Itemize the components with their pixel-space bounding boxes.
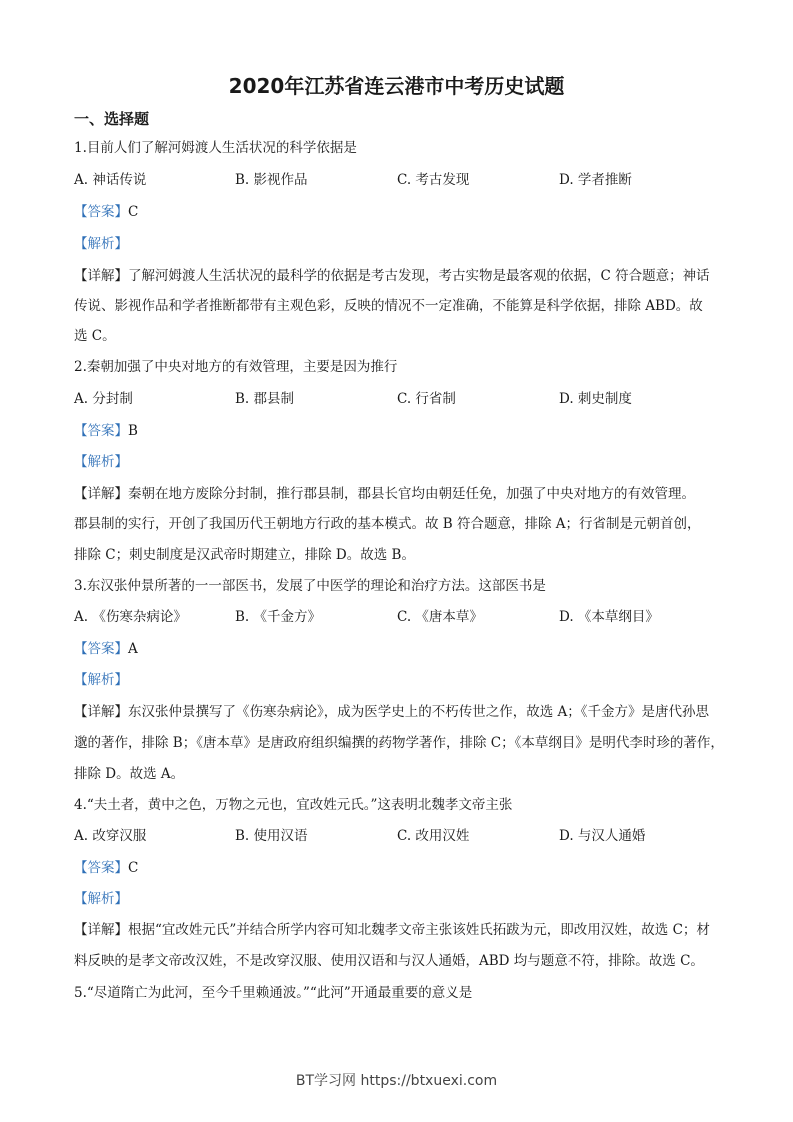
q3-answer-value: A <box>128 641 138 657</box>
q4-analysis-label: 【解析】 <box>74 891 128 907</box>
q2-option-c: C. 行省制 <box>397 391 456 407</box>
q2-detail-line-1 <box>74 484 695 504</box>
q2-answer-value: B <box>128 423 138 439</box>
q1-detail-line-1 <box>74 266 710 286</box>
q4-detail-line-2: 料反映的是孝文帝改汉姓，不是改穿汉服、使用汉语和与汉人通婚，ABD 均与题意不符，排除。故选 C。 <box>74 953 704 969</box>
answer-label: 【答案】 <box>74 860 128 876</box>
q2-detail-line-2: 郡县制的实行，开创了我国历代王朝地方行政的基本模式。故 B 符合题意，排除 A；行省制是元朝首创， <box>74 516 701 532</box>
q1-option-c: C. 考古发现 <box>397 172 470 188</box>
q2-detail-line-3: 排除 C；刺史制度是汉武帝时期建立，排除 D。故选 B。 <box>74 547 415 563</box>
question-3-stem: 3.东汉张仲景所著的一一部医书，发展了中医学的理论和治疗方法。这部医书是 <box>74 578 546 594</box>
q1-option-b: B. 影视作品 <box>235 172 308 188</box>
q3-option-b: B. 《千金方》 <box>235 609 322 625</box>
q2-answer <box>74 421 138 441</box>
q1-detail-line-3: 选 C。 <box>74 328 116 344</box>
q4-option-c: C. 改用汉姓 <box>397 828 470 844</box>
q2-option-b: B. 郡县制 <box>235 391 295 407</box>
q1-detail-text-1: 了解河姆渡人生活状况的最科学的依据是考古发现，考古实物是最客观的依据，C 符合题意；神话 <box>128 268 710 284</box>
q3-option-a: A. 《伤寒杂病论》 <box>74 609 187 625</box>
question-4-stem: 4.“夫土者，黄中之色，万物之元也，宜改姓元氏。”这表明北魏孝文帝主张 <box>74 797 513 813</box>
section-heading: 一、选择题 <box>74 110 150 128</box>
q1-answer <box>74 202 138 222</box>
q3-option-d: D. 《本草纲目》 <box>559 609 659 625</box>
q4-option-b: B. 使用汉语 <box>235 828 308 844</box>
q1-detail-line-2: 传说、影视作品和学者推断都带有主观色彩，反映的情况不一定准确，不能算是科学依据，排除 ABD。故 <box>74 298 703 314</box>
page-title: 2020年江苏省连云港市中考历史试题 <box>228 74 565 98</box>
q4-option-d: D. 与汉人通婚 <box>559 828 646 844</box>
question-2-stem: 2.秦朝加强了中央对地方的有效管理，主要是因为推行 <box>74 359 398 375</box>
answer-label: 【答案】 <box>74 641 128 657</box>
q1-answer-value: C <box>128 204 139 220</box>
q4-detail-line-1 <box>74 920 710 940</box>
detail-label: 【详解】 <box>74 922 128 938</box>
q2-option-a: A. 分封制 <box>74 391 133 407</box>
detail-label: 【详解】 <box>74 704 128 720</box>
answer-label: 【答案】 <box>74 204 128 220</box>
q2-analysis-label: 【解析】 <box>74 454 128 470</box>
q2-detail-text-1: 秦朝在地方废除分封制，推行郡县制，郡县长官均由朝廷任免，加强了中央对地方的有效管理。 <box>128 486 695 502</box>
q1-option-d: D. 学者推断 <box>559 172 632 188</box>
detail-label: 【详解】 <box>74 486 128 502</box>
q2-option-d: D. 刺史制度 <box>559 391 632 407</box>
q3-option-c: C. 《唐本草》 <box>397 609 483 625</box>
q1-option-a: A. 神话传说 <box>74 172 147 188</box>
answer-label: 【答案】 <box>74 423 128 439</box>
q3-detail-line-3: 排除 D。故选 A。 <box>74 766 185 782</box>
q3-detail-text-1: 东汉张仲景撰写了《伤寒杂病论》，成为医学史上的不朽传世之作，故选 A；《千金方》是唐代孙思 <box>128 704 710 720</box>
question-5-stem: 5.“尽道隋亡为此河，至今千里赖通波。”“此河”开通最重要的意义是 <box>74 985 473 1001</box>
footer-watermark: BT学习网 https://btxuexi.com <box>295 1073 498 1089</box>
question-1-stem: 1.目前人们了解河姆渡人生活状况的科学依据是 <box>74 140 357 156</box>
q3-detail-line-1 <box>74 702 709 722</box>
q3-detail-line-2: 邈的著作，排除 B；《唐本草》是唐政府组织编撰的药物学著作，排除 C；《本草纲目》是明代李时珍的著作， <box>74 735 724 751</box>
q3-analysis-label: 【解析】 <box>74 672 128 688</box>
q4-answer-value: C <box>128 860 139 876</box>
q4-option-a: A. 改穿汉服 <box>74 828 147 844</box>
detail-label: 【详解】 <box>74 268 128 284</box>
q1-analysis-label: 【解析】 <box>74 236 128 252</box>
q4-detail-text-1: 根据“宜改姓元氏”并结合所学内容可知北魏孝文帝主张该姓氏拓跋为元，即改用汉姓，故选 C；材 <box>128 922 710 938</box>
q3-answer <box>74 639 138 659</box>
q4-answer <box>74 858 138 878</box>
